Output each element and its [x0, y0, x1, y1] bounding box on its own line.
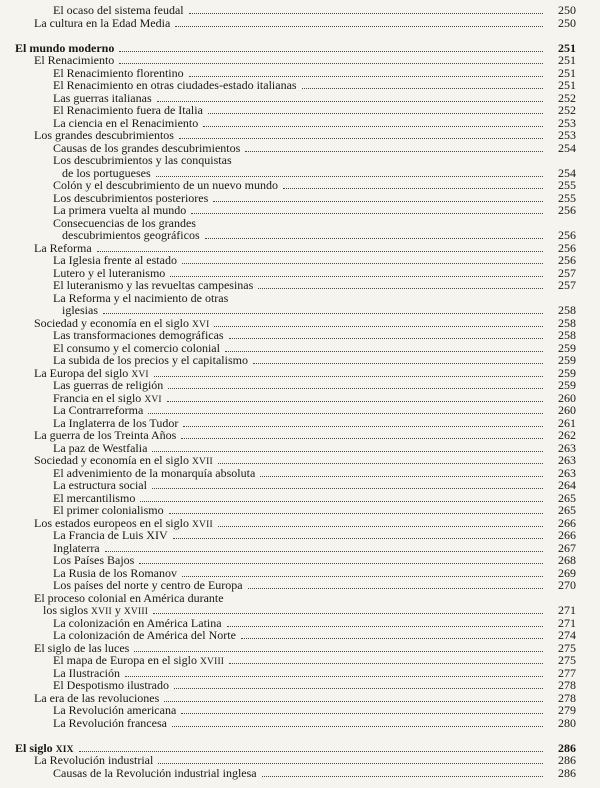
toc-entry-label: El siglo de las luces	[34, 640, 130, 655]
page-number: 256	[558, 253, 576, 267]
page-number: 265	[558, 490, 576, 505]
dot-leader	[225, 351, 543, 352]
toc-entry	[0, 17, 576, 30]
toc-entry-label: El Renacimiento fuera de Italia	[53, 103, 203, 117]
page-number: 280	[558, 715, 576, 730]
toc-entry-label: El proceso colonial en América durante	[34, 590, 224, 605]
page-number: 251	[558, 40, 576, 55]
toc-entry-label: Los grandes descubrimientos	[34, 128, 174, 142]
toc-list	[0, 4, 576, 779]
dot-leader	[170, 276, 543, 277]
toc-entry-label: El consumo y el comercio colonial	[53, 340, 220, 355]
toc-entry	[0, 429, 576, 442]
dot-leader	[172, 726, 543, 727]
dot-leader	[208, 113, 543, 114]
page-number: 278	[558, 690, 576, 705]
toc-entry	[0, 179, 576, 192]
dot-leader	[103, 313, 543, 314]
roman-numeral-smallcaps: XVII	[91, 607, 112, 617]
toc-entry-label: La Reforma y el nacimiento de otras	[53, 290, 229, 305]
page-number: 275	[558, 653, 576, 667]
dot-leader	[134, 651, 543, 652]
page-number: 262	[558, 428, 576, 442]
toc-entry-label: La Rusia de los Romanov	[53, 565, 177, 580]
page-number: 251	[558, 78, 576, 92]
toc-entry	[0, 404, 576, 417]
page-number: 270	[558, 578, 576, 592]
dot-leader	[245, 151, 543, 152]
toc-entry-label: El mercantilismo	[53, 490, 136, 505]
toc-entry-label: La Francia de Luis XIV	[53, 528, 168, 542]
toc-entry-label: La cultura en la Edad Media	[34, 15, 171, 30]
dot-leader	[139, 563, 543, 564]
page-number: 259	[558, 353, 576, 367]
page-number: 260	[558, 390, 576, 405]
toc-entry-label: El ocaso del sistema feudal	[53, 3, 184, 17]
page-number: 279	[558, 703, 576, 717]
toc-entry	[0, 717, 576, 730]
page-number: 265	[558, 503, 576, 517]
dot-leader	[227, 626, 543, 627]
page-number: 257	[558, 278, 576, 292]
page-number: 251	[558, 53, 576, 67]
toc-entry-label: El mapa de Europa en el siglo XVIII	[53, 653, 225, 667]
toc-entry	[0, 679, 576, 692]
toc-entry-label: La Europa del siglo XVI	[34, 365, 149, 380]
dot-leader	[229, 663, 543, 664]
page-number: 250	[558, 3, 576, 17]
dot-leader	[213, 201, 543, 202]
toc-entry-label: de los portugueses	[62, 165, 151, 180]
toc-entry-label: El advenimiento de la monarquía absoluta	[53, 465, 256, 480]
toc-entry	[0, 154, 576, 167]
dot-leader	[175, 26, 543, 27]
toc-entry-label: La colonización de América del Norte	[53, 628, 236, 642]
toc-entry	[0, 654, 576, 667]
dot-leader	[181, 713, 543, 714]
toc-entry	[0, 579, 576, 592]
toc-entry-label: Las guerras de religión	[53, 378, 164, 392]
roman-numeral-smallcaps: XVII	[191, 519, 213, 530]
toc-entry-label: Colón y el descubrimiento de un nuevo mundo	[53, 178, 278, 192]
dot-leader	[164, 701, 543, 702]
toc-entry-label: Francia en el siglo XVI	[53, 390, 162, 405]
dot-leader	[181, 438, 543, 439]
toc-entry-label: Sociedad y economía en el siglo XVI	[34, 315, 210, 330]
toc-entry-label: La Revolución industrial	[34, 753, 154, 767]
dot-leader	[218, 463, 543, 464]
page-number: 253	[558, 128, 576, 142]
dot-leader	[182, 576, 543, 577]
toc-entry-label: El Despotismo ilustrado	[53, 678, 169, 692]
toc-entry-label: Lutero y el luteranismo	[53, 265, 166, 280]
toc-entry-label: La Iglesia frente al estado	[53, 253, 177, 267]
toc-entry-label: Las guerras italianas	[53, 90, 152, 105]
toc-entry	[0, 229, 576, 242]
dot-leader	[119, 51, 543, 52]
toc-entry	[0, 554, 576, 567]
toc-entry-label: Causas de los grandes descubrimientos	[53, 140, 241, 155]
dot-leader	[182, 263, 543, 264]
toc-entry	[0, 279, 576, 292]
dot-leader	[167, 401, 543, 402]
toc-entry	[0, 79, 576, 92]
page-number: 260	[558, 403, 576, 417]
dot-leader	[119, 63, 543, 64]
page-number: 254	[558, 140, 576, 155]
toc-entry-label: Los descubrimientos posteriores	[53, 190, 209, 205]
page-number: 253	[558, 115, 576, 130]
toc-entry-label: La Inglaterra de los Tudor	[53, 415, 179, 430]
page-number: 256	[558, 240, 576, 255]
toc-entry	[0, 204, 576, 217]
dot-leader	[248, 588, 543, 589]
dot-leader	[97, 251, 543, 252]
page-number: 252	[558, 90, 576, 105]
toc-entry-label: El Renacimiento en otras ciudades-estado italianas	[53, 78, 297, 92]
toc-entry-label: Causas de la Revolución industrial inglesa	[53, 765, 257, 780]
page-number: 286	[558, 765, 576, 780]
toc-entry	[0, 604, 576, 617]
toc-entry-label: Sociedad y economía en el siglo XVII	[34, 453, 213, 467]
dot-leader	[157, 101, 543, 102]
dot-leader	[189, 76, 543, 77]
toc-entry	[0, 754, 576, 767]
page-number: 275	[558, 640, 576, 655]
page-number: 278	[558, 678, 576, 692]
dot-leader	[105, 551, 543, 552]
dot-leader	[125, 676, 543, 677]
dot-leader	[258, 288, 543, 289]
dot-leader	[189, 13, 543, 14]
dot-leader	[205, 238, 543, 239]
page-number: 259	[558, 378, 576, 392]
dot-leader	[152, 488, 543, 489]
toc-entry-label: La paz de Westfalia	[53, 440, 148, 455]
page-number: 259	[558, 340, 576, 355]
roman-numeral-smallcaps: XVI	[131, 369, 149, 380]
toc-entry-label: Los Países Bajos	[53, 553, 135, 567]
dot-leader	[214, 326, 543, 327]
toc-entry-label: La era de las revoluciones	[34, 690, 160, 705]
toc-entry-label: La Contrarreforma	[53, 403, 144, 417]
page-number: 277	[558, 665, 576, 680]
dot-leader	[168, 388, 543, 389]
toc-entry-label: La Revolución francesa	[53, 715, 167, 730]
dot-leader	[229, 338, 543, 339]
dot-leader	[174, 688, 543, 689]
toc-entry-label: El luteranismo y las revueltas campesinas	[53, 278, 254, 292]
toc-entry	[0, 529, 576, 542]
roman-numeral-smallcaps: XVI	[191, 319, 210, 330]
dot-leader	[140, 501, 543, 502]
page-number: 263	[558, 465, 576, 480]
dot-leader	[283, 188, 543, 189]
toc-entry-label: La primera vuelta al mundo	[53, 203, 187, 217]
toc-entry-label: El primer colonialismo	[53, 503, 164, 517]
toc-spacer	[0, 729, 576, 742]
dot-leader	[183, 426, 543, 427]
roman-numeral-smallcaps: XVI	[144, 394, 162, 405]
page-number: 250	[558, 15, 576, 30]
toc-entry	[0, 4, 576, 17]
toc-entry-label: La Reforma	[34, 240, 92, 255]
page-number: 252	[558, 103, 576, 117]
dot-leader	[173, 538, 543, 539]
dot-leader	[152, 451, 543, 452]
toc-entry-label: Los países del norte y centro de Europa	[53, 578, 243, 592]
dot-leader	[203, 126, 543, 127]
dot-leader	[262, 776, 543, 777]
dot-leader	[154, 376, 543, 377]
roman-numeral-smallcaps: XVIII	[123, 607, 149, 617]
page-number: 258	[558, 303, 576, 317]
dot-leader	[191, 213, 543, 214]
page-number: 258	[558, 328, 576, 342]
toc-entry-label: Los estados europeos en el siglo XVII	[34, 515, 213, 530]
dot-leader	[169, 513, 543, 514]
toc-entry-label: La estructura social	[53, 478, 147, 492]
toc-entry-label: La ciencia en el Renacimiento	[53, 115, 199, 130]
toc-entry	[0, 767, 576, 780]
page-number: 251	[558, 65, 576, 80]
toc-entry-label: descubrimientos geográficos	[62, 228, 200, 242]
roman-numeral-smallcaps: XVII	[191, 457, 213, 467]
page-number: 259	[558, 365, 576, 380]
toc-entry-label: Los descubrimientos y las conquistas	[53, 153, 232, 167]
toc-entry	[0, 104, 576, 117]
toc-entry-label: La Ilustración	[53, 665, 120, 680]
page-number: 274	[558, 628, 576, 642]
page-number: 256	[558, 228, 576, 242]
toc-entry-label: Consecuencias de los grandes	[53, 215, 196, 230]
dot-leader	[153, 613, 543, 614]
toc-entry-label: La subida de los precios y el capitalismo	[53, 353, 248, 367]
toc-entry-label: El Renacimiento	[34, 53, 115, 67]
toc-entry-label: Las transformaciones demográficas	[53, 328, 224, 342]
page-number: 254	[558, 165, 576, 180]
toc-entry-label: El Renacimiento florentino	[53, 65, 184, 80]
page-number: 256	[558, 203, 576, 217]
dot-leader	[260, 476, 543, 477]
page-number: 267	[558, 540, 576, 555]
page-number: 257	[558, 265, 576, 280]
toc-entry-label: La Revolución americana	[53, 703, 177, 717]
dot-leader	[241, 638, 543, 639]
page-number: 255	[558, 178, 576, 192]
toc-spacer	[0, 29, 576, 42]
page-number: 255	[558, 190, 576, 205]
roman-numeral-smallcaps: XVIII	[199, 657, 225, 667]
toc-entry	[0, 629, 576, 642]
toc-entry-label: Inglaterra	[53, 540, 100, 555]
dot-leader	[302, 88, 543, 89]
toc-entry-label: iglesias	[62, 303, 98, 317]
page-number: 286	[558, 753, 576, 767]
dot-leader	[253, 363, 543, 364]
toc-entry	[0, 54, 576, 67]
dot-leader	[79, 751, 543, 752]
dot-leader	[148, 413, 543, 414]
roman-numeral-smallcaps: XIX	[55, 744, 74, 755]
dot-leader	[156, 176, 543, 177]
toc-entry	[0, 254, 576, 267]
toc-entry-label: los siglos XVII y XVIII	[43, 603, 149, 617]
toc-entry	[0, 704, 576, 717]
page-number: 268	[558, 553, 576, 567]
toc-entry-label: El siglo XIX	[15, 740, 74, 755]
toc-entry	[0, 454, 576, 467]
page-number: 271	[558, 603, 576, 617]
page-number: 264	[558, 478, 576, 492]
page-number: 258	[558, 315, 576, 330]
toc-entry-label: La guerra de los Treinta Años	[34, 428, 177, 442]
dot-leader	[179, 138, 543, 139]
toc-entry-label: El mundo moderno	[15, 40, 115, 55]
toc-entry-label: La colonización en América Latina	[53, 615, 222, 630]
page-number: 263	[558, 440, 576, 455]
toc-entry	[0, 479, 576, 492]
page-number: 261	[558, 415, 576, 430]
dot-leader	[218, 526, 543, 527]
toc-entry	[0, 129, 576, 142]
dot-leader	[158, 763, 543, 764]
page-number: 266	[558, 528, 576, 542]
toc-entry	[0, 329, 576, 342]
page-number: 269	[558, 565, 576, 580]
page-number: 266	[558, 515, 576, 530]
page-number: 286	[558, 740, 576, 755]
page-number: 271	[558, 615, 576, 630]
page-number: 263	[558, 453, 576, 467]
